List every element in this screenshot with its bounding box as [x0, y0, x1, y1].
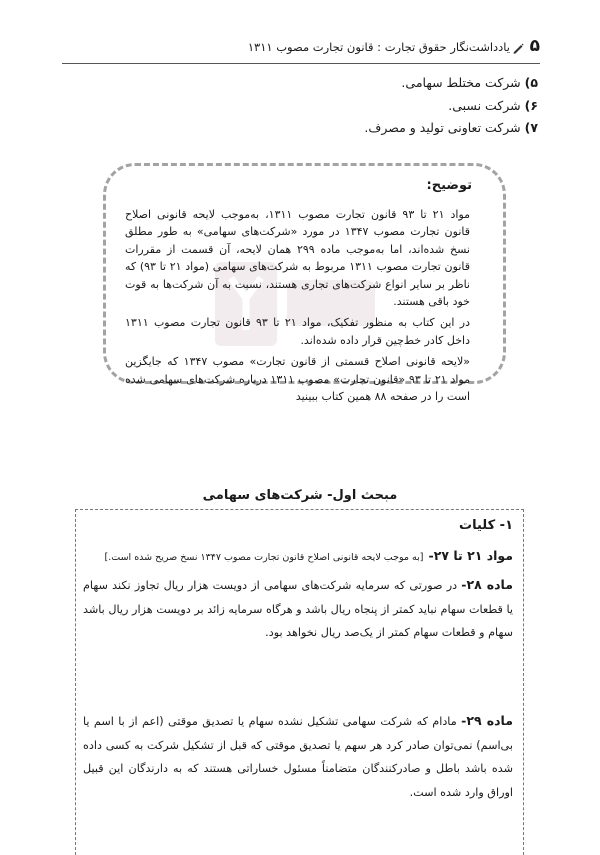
header-divider: [62, 63, 540, 64]
note-paragraph: «لایحه قانونی اصلاح قسمتی از قانون تجارت» مصوب ۱۳۴۷ که جایگزین مواد ۲۱ تا ۹۳ «قانون تجارت» مصوب ۱۳۱۱ درباره شرکت‌های سهامی شده است را در صفحه ۸۸ همین کتاب ببینید: [125, 355, 471, 404]
article-text: مادام که شرکت سهامی تشکیل نشده سهام یا تصدیق موقتی (اعم از با اسم یا بی‌اسم) نمی‌توان صادر کرد هر سهم یا تصدیق موقتی که قبل از تشکیل شرکت به کسی داده شده باشد باطل و صادرکنندگان متضامناً مسئول خساراتی هستند که به دارندگان این قبیل اوراق وارد شده است.: [83, 715, 513, 799]
article-label: ماده ۲۹-: [461, 713, 513, 728]
list-text: شرکت نسبی.: [448, 97, 521, 113]
page-number: ۵: [529, 36, 540, 56]
company-types-list: [78, 72, 538, 140]
list-number: ۷): [524, 120, 538, 135]
article-28: [83, 573, 513, 645]
article-text: [به موجب لایحه قانونی اصلاح قانون تجارت مصوب ۱۳۴۷ نسخ صریح شده است.]: [104, 552, 424, 563]
pen-icon: [512, 42, 524, 54]
list-text: شرکت تعاونی تولید و مصرف.: [364, 120, 521, 135]
article-label: ماده ۲۸-: [461, 577, 513, 592]
note-title: توضیح:: [426, 178, 472, 193]
article-text: در صورتی که سرمایه شرکت‌های سهامی از دویست هزار ریال تجاوز نکند سهام یا قطعات سهام نباید کمتر از پنجاه ریال باشد و هرگاه سرمایه زائد بر دویست هزار ریال باشد سهام و قطعات سهام کمتر از یک‌صد ریال نخواهد بود.: [83, 579, 513, 640]
article-29: [83, 709, 513, 804]
article-21-27: [105, 545, 513, 564]
list-number: ۵): [524, 75, 538, 90]
list-item: [78, 95, 538, 118]
list-item: [78, 72, 538, 95]
page-header: [62, 38, 540, 60]
subheading: ۱- کلیات: [459, 518, 513, 533]
list-text: شرکت مختلط سهامی.: [401, 75, 521, 90]
section-heading: مبحث اول- شرکت‌های سهامی: [202, 488, 398, 503]
note-paragraph: مواد ۲۱ تا ۹۳ قانون تجارت مصوب ۱۳۱۱، به‌موجب لایحه قانونی اصلاح قانون تجارت مصوب ۱۳۴۷ در مورد «شرکت‌های سهامی» به طور مطلق نسخ شده‌اند، اما به‌موجب ماده ۲۹۹ همان لایحه، آن قسمت از مقررات قانون تجارت مصوب ۱۳۱۱ مربوط به شرکت‌های سهامی (مواد ۲۱ تا ۹۳) که ناظر بر سایر انواع شرکت‌های تجاری هستند، نسبت به آن شرکت‌ها به قوت خود باقی هستند.: [125, 208, 471, 309]
list-number: ۶): [524, 97, 538, 113]
note-paragraph: در این کتاب به منظور تفکیک، مواد ۲۱ تا ۹۳ قانون تجارت مصوب ۱۳۱۱ داخل کادر خط‌چین قرار داده شده‌اند.: [125, 316, 470, 347]
list-item: [78, 117, 538, 140]
running-title: یادداشت‌نگار حقوق تجارت : قانون تجارت مصوب ۱۳۱۱: [247, 40, 510, 54]
article-label: مواد ۲۱ تا ۲۷-: [428, 548, 513, 563]
note-body: [125, 206, 470, 409]
